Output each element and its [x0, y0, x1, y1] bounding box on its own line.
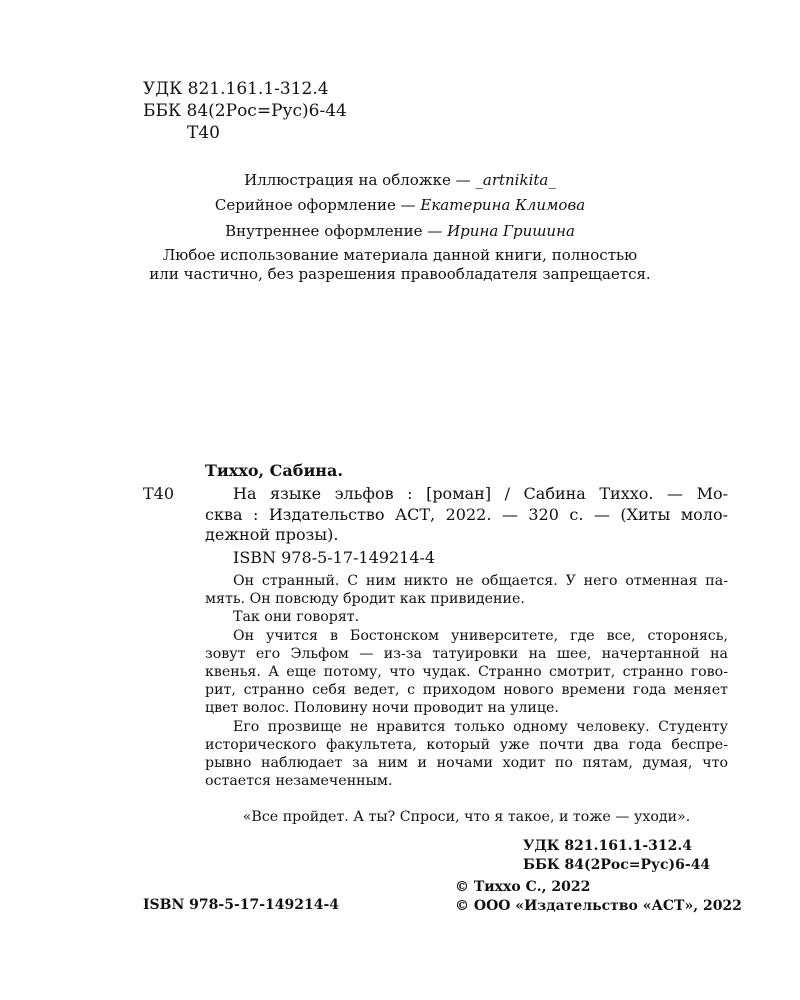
- bottom-isbn: ISBN 978-5-17-149214-4: [143, 897, 340, 913]
- cover-credit-name: _artnikita_: [475, 171, 556, 189]
- series-credit-label: Серийное оформление —: [214, 196, 421, 214]
- rights-line: Любое использование материала данной книги, полностью: [162, 246, 638, 264]
- catalog-line: сква : Издательство АСТ, 2022. — 320 с. — (Хиты моло-: [205, 504, 728, 524]
- cover-credit-label: Иллюстрация на обложке —: [244, 171, 476, 189]
- rights-line: или частично, без разрешения правообладателя запрещается.: [149, 265, 651, 283]
- annotation-quote: «Все пройдет. А ты? Спроси, что я такое, и тоже — уходи».: [242, 809, 691, 825]
- annotation-line: рывно наблюдает за ним и ночами ходит по пятам, думая, что: [205, 755, 728, 772]
- annotation-line: Он странный. С ним никто не общается. У него отменная па-: [233, 573, 728, 589]
- catalog-isbn: ISBN 978-5-17-149214-4: [233, 548, 436, 567]
- catalog-line: На языке эльфов : [роман] / Сабина Тиххо. — Мо-: [233, 484, 728, 503]
- cover-credit: [0, 171, 800, 189]
- annotation-line: зовут его Эльфом — из-за татуировки на шее, начертанной на: [205, 645, 728, 662]
- rights-notice: [0, 246, 800, 284]
- author-mark: Т40: [187, 123, 220, 143]
- classification-codes: [143, 78, 347, 144]
- annotation-line: исторического факультета, который уже почти два года беспре-: [205, 736, 728, 753]
- annotation: [205, 572, 728, 790]
- interior-credit: [0, 222, 800, 240]
- copyright-author: © Тиххо С., 2022: [455, 879, 591, 895]
- annotation-line: квенья. А еще потому, что чудак. Странно смотрит, странно гово-: [205, 664, 728, 681]
- annotation-line: Он учится в Бостонском университете, где все, сторонясь,: [233, 627, 728, 644]
- bottom-bbk-code: ББК 84(2Рос=Рус)6-44: [523, 857, 711, 873]
- catalog-line: дежной прозы).: [205, 525, 339, 544]
- udk-code: УДК 821.161.1-312.4: [143, 79, 329, 99]
- copyright-block: [455, 878, 742, 916]
- annotation-line: рит, странно себя ведет, с приходом нового времени года меняет: [205, 682, 728, 699]
- annotation-line: Так они говорят.: [233, 609, 360, 626]
- series-credit: [0, 196, 800, 214]
- annotation-line: мять. Он повсюду бродит как привидение.: [205, 591, 525, 608]
- annotation-line: Его прозвище не нравится только одному человеку. Студенту: [233, 718, 728, 735]
- bbk-code: ББК 84(2Рос=Рус)6-44: [143, 101, 347, 121]
- series-credit-name: Екатерина Климова: [420, 196, 586, 214]
- bottom-udk-code: УДК 821.161.1-312.4: [523, 838, 693, 854]
- catalog-author: Тиххо, Сабина.: [205, 461, 343, 480]
- interior-credit-label: Внутреннее оформление —: [225, 222, 448, 240]
- annotation-line: цвет волос. Половину ночи проводит на улице.: [205, 700, 559, 717]
- catalog-author-mark: Т40: [143, 484, 175, 503]
- copyright-publisher: © ООО «Издательство «АСТ», 2022: [455, 898, 742, 914]
- interior-credit-name: Ирина Гришина: [447, 222, 575, 240]
- catalog-description: [205, 484, 728, 546]
- bottom-classification-codes: [523, 837, 710, 875]
- annotation-line: остается незамеченным.: [205, 773, 393, 790]
